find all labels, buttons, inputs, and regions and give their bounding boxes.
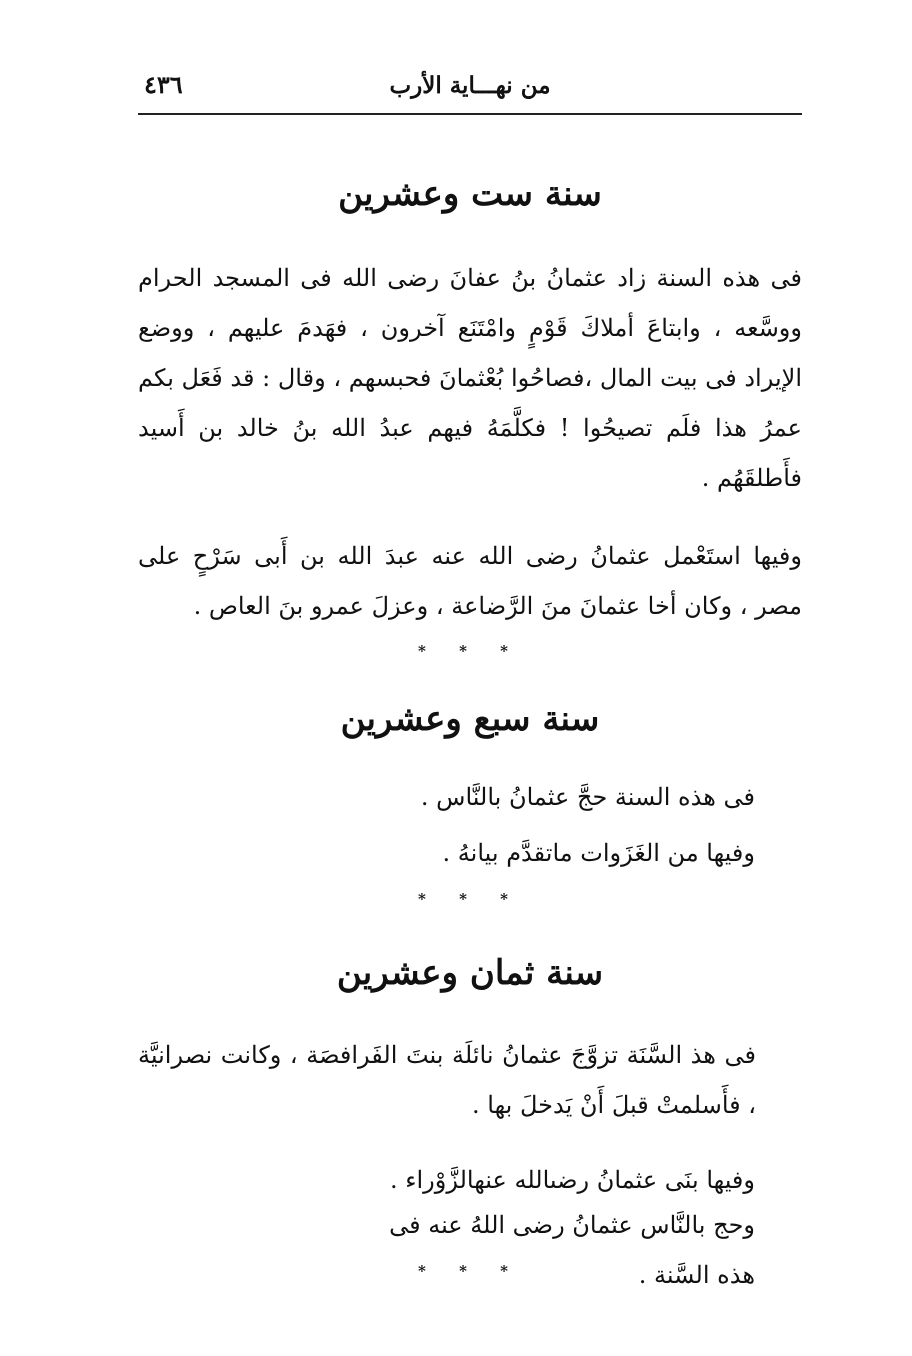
section-heading-year-27: سنة سبع وعشرين [340, 699, 600, 739]
running-title: من نهـــاية الأرب [389, 72, 551, 99]
header-rule [138, 113, 802, 115]
section-heading-year-26: سنة ست وعشرين [338, 174, 602, 214]
paragraph-year-26-appointment: وفيها استَعْمل عثمانُ رضى الله عنه عبدَ الله بن أَبى سَرْحٍ على مصر ، وكان أخا عثمانَ منَ الرَّضاعة ، وعزلَ عمرو بنَ العاص . [138, 542, 802, 620]
paragraph-year-27-raids: وفيها من الغَزَوات ماتقدَّم بيانهُ . [442, 839, 755, 867]
paragraph-year-28-hajj: وحج بالنَّاس عثمانُ رضى اللهُ عنه فى هذه السَّنة . [389, 1211, 755, 1289]
section-separator: * * * [418, 642, 522, 660]
section-separator: * * * [418, 890, 522, 908]
page-header [138, 70, 802, 106]
paragraph-year-28-marriage: فى هذ السَّنَة تزوَّجَ عثمانُ نائلَة بنتَ الفَرافصَة ، وكانت نصرانيَّة ، فأَسلمتْ قبلَ أَنْ يَدخلَ بها . [138, 1041, 756, 1119]
paragraph-year-27-hajj: فى هذه السنة حجَّ عثمانُ بالنَّاس . [420, 783, 755, 811]
paragraph-year-26-main: فى هذه السنة زاد عثمانُ بنُ عفانَ رضى الله فى المسجد الحرام ووسَّعه ، وابتاعَ أملاكَ قَوْمٍ وامْتَنَع آخرون ، فهَدمَ عليهم ، ووضع الإيراد فى بيت المال ،فصاحُوا بُعْثمانَ فحبسهم ، وقال : قد فَعَل بكم عمرُ هذا فلَم تصيحُوا ! فكلَّمَهُ فيهم عبدُ الله بنُ خالد بن أَسيد فأَطلقَهُم . [138, 264, 802, 492]
section-separator: * * * [418, 1262, 522, 1280]
page-number: ٤٣٦ [144, 70, 183, 99]
paragraph-year-28-zawra: وفيها بنَى عثمانُ رضىالله عنهالزَّوْراء . [389, 1166, 755, 1194]
section-heading-year-28: سنة ثمان وعشرين [336, 953, 604, 993]
